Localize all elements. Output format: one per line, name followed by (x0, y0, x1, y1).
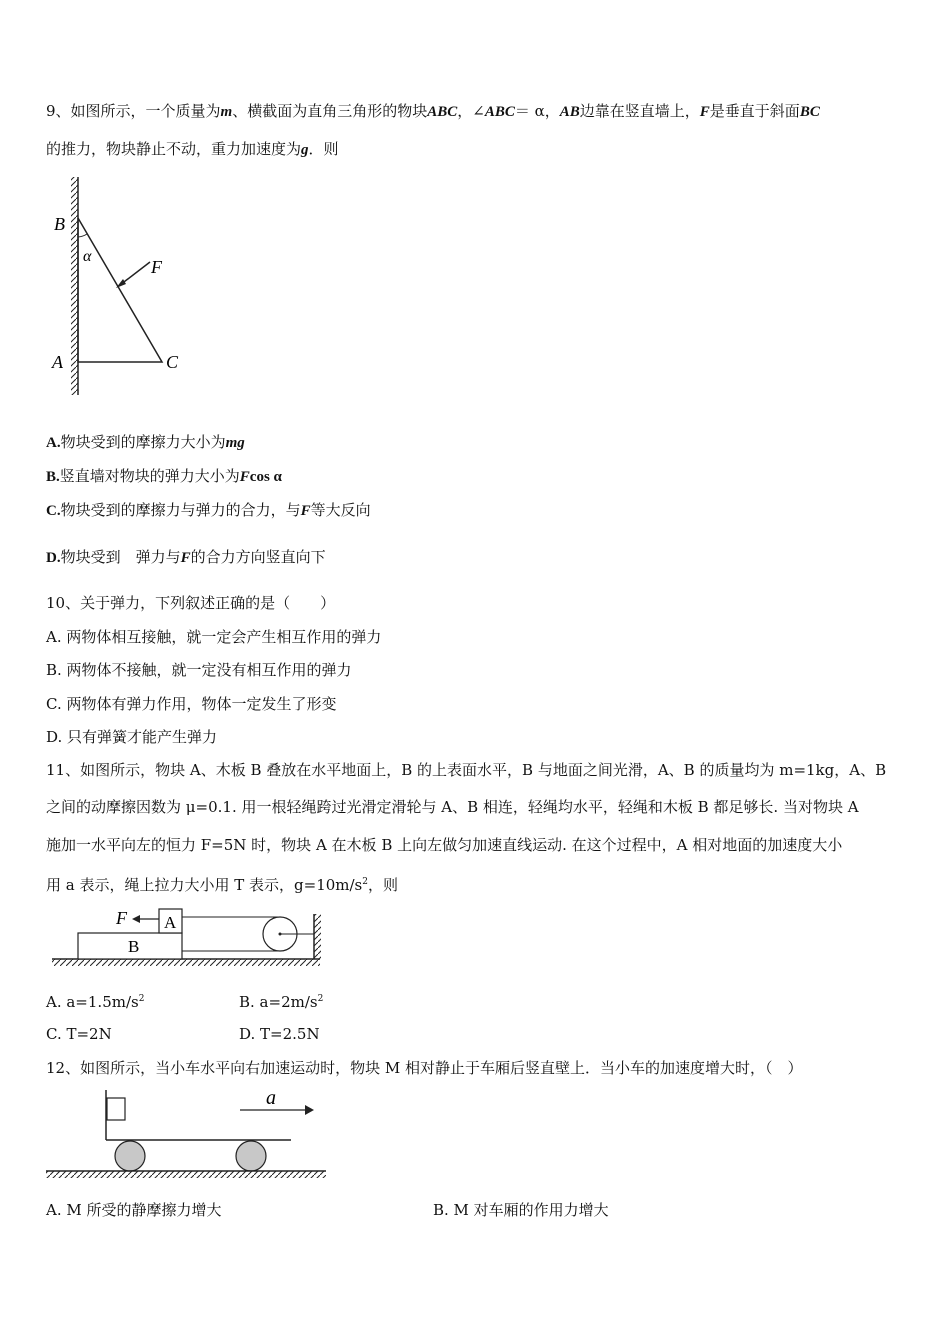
q11-stem-line1: 11、如图所示，物块 A、木板 B 叠放在水平地面上，B 的上表面水平，B 与地面之间光滑，A、B 的质量均为 m=1kg，A、B (46, 761, 887, 779)
q9-var-m: m (220, 104, 233, 120)
q11-stem-line4 (46, 872, 398, 895)
q11-option-text: A. a=1.5m/s (46, 993, 139, 1011)
q9-option-text: 等大反向 (310, 501, 371, 519)
q11-option-a (46, 989, 144, 1012)
triangle-abc (78, 218, 162, 362)
q11-figure (48, 906, 328, 970)
label-a: a (266, 1087, 276, 1109)
label-b: B (54, 214, 65, 234)
q9-text: 的推力，物块静止不动，重力加速度为 (46, 140, 302, 158)
q11-stem-line3: 施加一水平向左的恒力 F=5N 时，物块 A 在木板 B 上向左做匀加速直线运动. 在这个过程中，A 相对地面的加速度大小 (46, 836, 843, 854)
wall-hatch (314, 914, 321, 959)
q10-stem: 10、关于弹力，下列叙述正确的是（ ） (46, 594, 336, 612)
label-f: F (151, 257, 162, 277)
q9-text: 9、如图所示，一个质量为 (46, 102, 221, 120)
q9-text: 、横截面为直角三角形的物块 (232, 102, 428, 120)
q9-var-abc: ABC (484, 104, 515, 120)
q12-figure (44, 1085, 329, 1183)
q9-stem-line1 (46, 101, 820, 122)
q9-text: ＝ α， (514, 102, 560, 120)
q9-option-letter: D. (46, 550, 61, 566)
ground-hatch (46, 1171, 326, 1178)
acceleration-arrowhead (305, 1105, 314, 1115)
label-a: A (164, 913, 177, 932)
q9-var-f: F (239, 469, 250, 485)
q9-option-letter: B. (46, 469, 60, 485)
q10-option-c: C. 两物体有弹力作用，物体一定发生了形变 (46, 695, 337, 713)
force-f-arrowhead (116, 279, 126, 288)
force-f-arrowhead (132, 915, 140, 923)
q9-figure (40, 175, 200, 400)
q9-option-d (46, 547, 326, 568)
q11-option-c: C. T=2N (46, 1025, 112, 1043)
angle-arc (78, 234, 87, 237)
cart-wheel-right (236, 1141, 266, 1171)
q9-var-abc: ABC (427, 104, 458, 120)
q9-option-c (46, 500, 371, 521)
q9-var-f: F (180, 550, 191, 566)
q9-stem-line2 (46, 139, 339, 160)
q9-text: 是垂直于斜面 (709, 102, 800, 120)
q11-superscript: 2 (138, 994, 145, 1004)
q9-var-f: F (699, 104, 710, 120)
q9-text: 边靠在竖直墙上， (579, 102, 700, 120)
q9-option-letter: A. (46, 435, 61, 451)
q11-option-d: D. T=2.5N (239, 1025, 320, 1043)
cart-wheel-left (115, 1141, 145, 1171)
q9-option-text: 物块受到的摩擦力大小为 (60, 433, 226, 451)
q9-option-text: 物块受到 弹力与 (60, 548, 181, 566)
q11-stem-line2: 之间的动摩擦因数为 μ=0.1. 用一根轻绳跨过光滑定滑轮与 A、B 相连，轻绳均水平，轻绳和木板 B 都足够长. 当对物块 A (46, 798, 859, 816)
label-a: A (52, 352, 63, 372)
q9-text: ．则 (308, 140, 339, 158)
q11-option-b (239, 989, 323, 1012)
q9-var-ab: AB (559, 104, 580, 120)
q9-var-g: g (301, 142, 309, 158)
q11-superscript: 2 (362, 877, 368, 887)
q9-var-f: F (300, 503, 311, 519)
q11-text: ，则 (368, 876, 399, 894)
q9-var-mg: mg (225, 435, 245, 451)
q9-option-text: 物块受到的摩擦力与弹力的合力，与 (60, 501, 301, 519)
q9-option-text: 竖直墙对物块的弹力大小为 (59, 467, 240, 485)
q11-option-text: B. a=2m/s (239, 993, 318, 1011)
ground-hatch (52, 959, 320, 966)
q9-option-a (46, 432, 245, 453)
pulley-center (279, 933, 282, 936)
q12-option-b: B. M 对车厢的作用力增大 (433, 1201, 609, 1219)
q11-superscript: 2 (317, 994, 324, 1004)
q10-option-b: B. 两物体不接触，就一定没有相互作用的弹力 (46, 661, 352, 679)
label-f: F (116, 908, 127, 928)
block-m (107, 1098, 125, 1120)
label-b: B (128, 937, 140, 956)
q9-option-letter: C. (46, 503, 61, 519)
label-c: C (166, 352, 179, 372)
label-alpha: α (83, 248, 92, 265)
q9-option-b (46, 466, 282, 487)
q9-text: ，∠ (457, 102, 485, 120)
q10-option-a: A. 两物体相互接触，就一定会产生相互作用的弹力 (46, 628, 382, 646)
q10-option-d: D. 只有弹簧才能产生弹力 (46, 728, 218, 746)
q12-option-a: A. M 所受的静摩擦力增大 (46, 1201, 222, 1219)
q11-text: 用 a 表示，绳上拉力大小用 T 表示，g=10m/s (46, 876, 363, 894)
q9-option-text: 的合力方向竖直向下 (190, 548, 326, 566)
q9-var-cos: cos α (249, 469, 282, 485)
q12-stem: 12、如图所示，当小车水平向右加速运动时，物块 M 相对静止于车厢后竖直壁上．当小车的加速度增大时，（ ） (46, 1059, 803, 1077)
q9-var-bc: BC (799, 104, 820, 120)
wall-hatch (71, 177, 78, 395)
